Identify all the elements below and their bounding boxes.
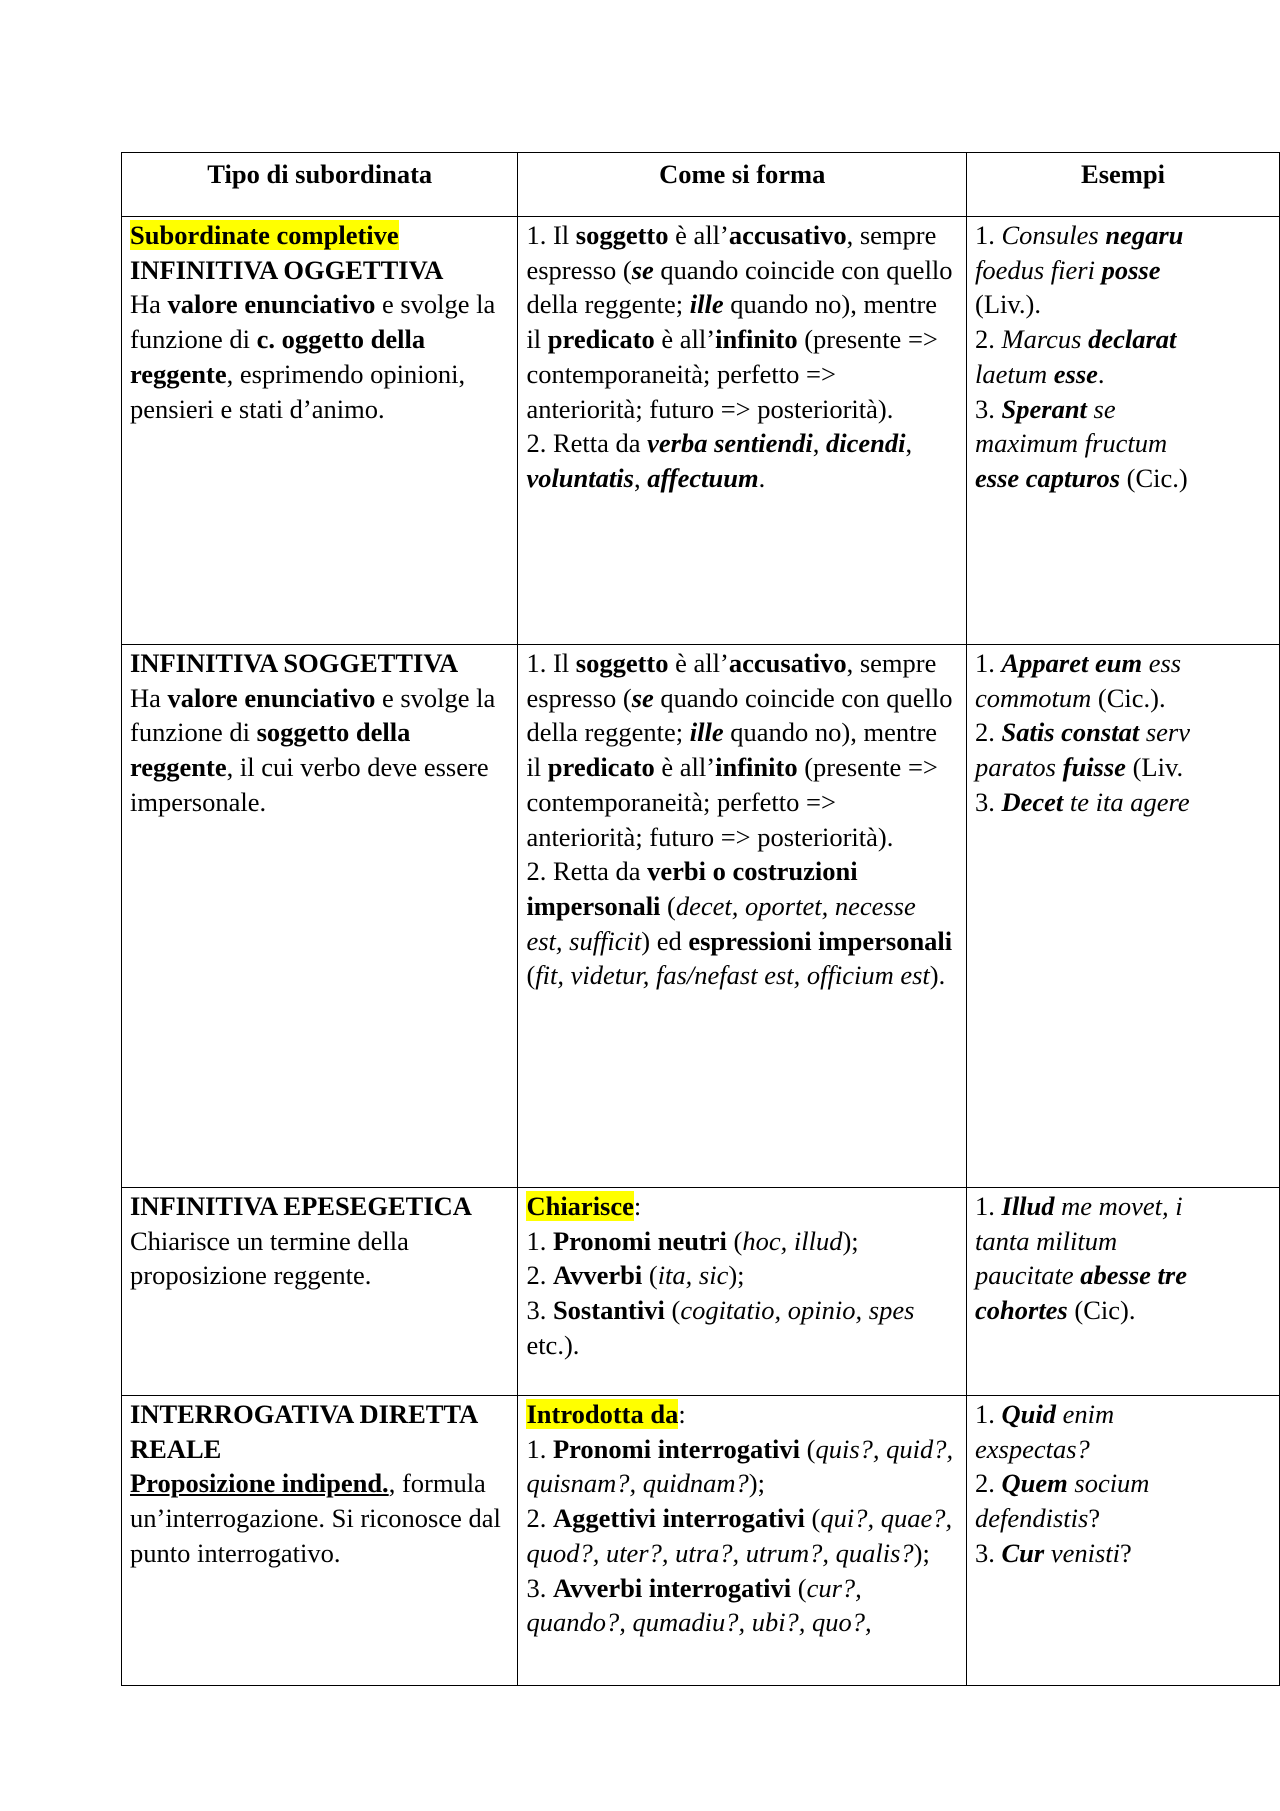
rule-item: 3. Sostantivi (cogitatio, opinio, spes etc.). bbox=[526, 1295, 915, 1360]
example-line: esse capturos (Cic.) bbox=[975, 462, 1188, 493]
cell-come-si-forma bbox=[518, 1396, 967, 1686]
cell-come-si-forma bbox=[518, 645, 967, 1188]
clause-description: Proposizione indipend., formula un’interrogazione. Si riconosce dal punto interrogativo. bbox=[130, 1468, 501, 1568]
clause-title: INFINITIVA OGGETTIVA bbox=[130, 254, 444, 285]
table-row bbox=[122, 217, 1280, 645]
clause-description: Ha valore enunciativo e svolge la funzione di soggetto della reggente, il cui verbo deve essere impersonale. bbox=[130, 682, 496, 817]
rule-item: 1. Pronomi neutri (hoc, illud); bbox=[526, 1225, 859, 1256]
rule-2: 2. Retta da verba sentiendi, dicendi, voluntatis, affectuum. bbox=[526, 428, 913, 493]
example-line: commotum (Cic.). bbox=[975, 682, 1166, 713]
subordinate-clauses-table bbox=[121, 152, 1280, 1686]
table-header-row bbox=[122, 153, 1280, 217]
cell-tipo bbox=[122, 645, 518, 1188]
rule-item: 1. Pronomi interrogativi (quis?, quid?, quisnam?, quidnam?); bbox=[526, 1433, 954, 1499]
example-line: (Liv.). bbox=[975, 289, 1041, 320]
cell-tipo bbox=[122, 1188, 518, 1396]
example-line: 2. Marcus declarat bbox=[975, 324, 1177, 355]
example-line: 3. Cur venisti? bbox=[975, 1537, 1132, 1568]
cell-esempi bbox=[967, 645, 1280, 1188]
header-come-si-forma: Come si forma bbox=[518, 153, 967, 217]
table-row bbox=[122, 1396, 1280, 1686]
rule-label: Chiarisce: bbox=[526, 1191, 642, 1221]
cell-esempi bbox=[967, 217, 1280, 645]
clause-description: Ha valore enunciativo e svolge la funzione di c. oggetto della reggente, esprimendo opinioni, pensieri e stati d’animo. bbox=[130, 289, 496, 424]
cell-come-si-forma bbox=[518, 217, 967, 645]
example-line: laetum esse. bbox=[975, 358, 1105, 389]
example-line: foedus fieri posse bbox=[975, 254, 1161, 285]
rule-1: 1. Il soggetto è all’accusativo, sempre espresso (se quando coincide con quello della reggente; ille quando no), mentre il predicato è all’infinito (presente => contemporaneità; perfetto => anteriorità; futuro => posteriorità). bbox=[526, 220, 953, 424]
example-line: 2. Quem socium bbox=[975, 1468, 1150, 1499]
section-label: Subordinate completive bbox=[130, 220, 399, 250]
clause-description: Chiarisce un termine della proposizione reggente. bbox=[130, 1225, 409, 1291]
clause-title: INFINITIVA SOGGETTIVA bbox=[130, 648, 459, 678]
cell-tipo bbox=[122, 217, 518, 645]
cell-esempi bbox=[967, 1188, 1280, 1396]
example-line: 2. Satis constat serv bbox=[975, 717, 1190, 748]
example-line: maximum fructum bbox=[975, 428, 1168, 459]
header-esempi: Esempi bbox=[967, 153, 1280, 217]
cell-esempi bbox=[967, 1396, 1280, 1686]
rule-item: 2. Avverbi (ita, sic); bbox=[526, 1260, 745, 1291]
rule-2: 2. Retta da verbi o costruzioni impersonali (decet, oportet, necesse est, sufficit) ed espressioni impersonali (fit, videtur, fas/nefast est, officium est). bbox=[526, 856, 953, 991]
example-line: 1. Illud me movet, i bbox=[975, 1191, 1183, 1221]
cell-tipo bbox=[122, 1396, 518, 1686]
rule-label: Introdotta da: bbox=[526, 1399, 686, 1429]
table-row bbox=[122, 645, 1280, 1188]
example-line: 1. Quid enim bbox=[975, 1399, 1115, 1429]
example-line: 1. Consules negaru bbox=[975, 220, 1184, 250]
example-line: cohortes (Cic). bbox=[975, 1295, 1136, 1326]
header-tipo: Tipo di subordinata bbox=[122, 153, 518, 217]
example-line: exspectas? bbox=[975, 1433, 1090, 1464]
table-row bbox=[122, 1188, 1280, 1396]
example-line: paucitate abesse tre bbox=[975, 1260, 1187, 1291]
example-line: tanta militum bbox=[975, 1225, 1118, 1256]
example-line: paratos fuisse (Liv. bbox=[975, 752, 1184, 783]
rule-item: 3. Avverbi interrogativi (cur?, quando?, qumadiu?, ubi?, quo?, bbox=[526, 1572, 872, 1638]
clause-title: INFINITIVA EPESEGETICA bbox=[130, 1191, 472, 1221]
example-line: defendistis? bbox=[975, 1503, 1101, 1534]
example-line: 3. Sperant se bbox=[975, 393, 1116, 424]
rule-item: 2. Aggettivi interrogativi (qui?, quae?, quod?, uter?, utra?, utrum?, qualis?); bbox=[526, 1503, 953, 1568]
cell-come-si-forma bbox=[518, 1188, 967, 1396]
rule-1: 1. Il soggetto è all’accusativo, sempre espresso (se quando coincide con quello della reggente; ille quando no), mentre il predicato è all’infinito (presente => contemporaneità; perfetto => anteriorità; futuro => posteriorità). bbox=[526, 648, 953, 852]
example-line: 1. Apparet eum ess bbox=[975, 648, 1182, 678]
example-line: 3. Decet te ita agere bbox=[975, 786, 1190, 817]
clause-title: INTERROGATIVA DIRETTA REALE bbox=[130, 1399, 477, 1464]
